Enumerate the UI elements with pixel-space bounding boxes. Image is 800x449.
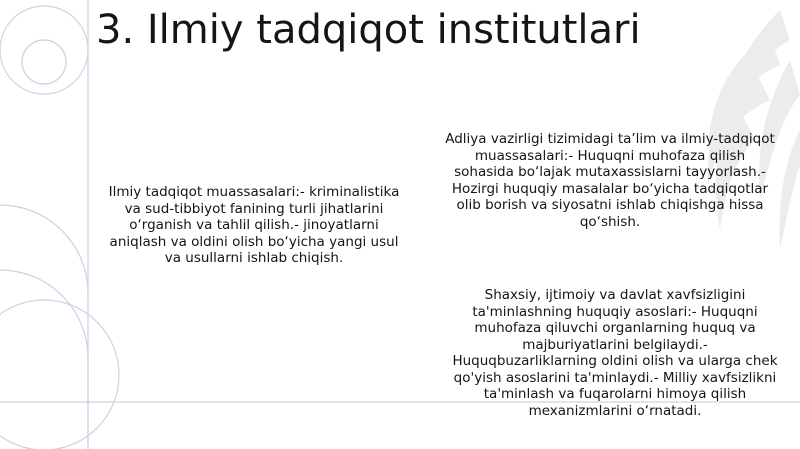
decorative-arc-upper (0, 205, 88, 293)
text-block-research-institutions: Ilmiy tadqiqot muassasalari:- kriminalistika va sud-tibbiyot fanining turli jihatlarini o‘rganish va tahlil qilish.- jinoyatlarni aniqlash va oldini olish bo‘yicha yangi usul va usullarni ishlab chiqish. (108, 184, 400, 266)
decorative-arc-lower (0, 270, 88, 449)
text-block-justice-ministry-institutions: Adliya vazirligi tizimidagi ta’lim va ilmiy-tadqiqot muassasalari:- Huquqni muhofaza qilish sohasida bo‘lajak mutaxassislarni tayyorlash.- Hozirgi huquqiy masalalar bo‘yicha tadqiqotlar olib borish va siyosatni ishlab chiqishga hissa qo‘shish. (445, 131, 775, 230)
text-block-security-legal-foundations: Shaxsiy, ijtimoiy va davlat xavfsizligini ta'minlashning huquqiy asoslari:- Huquqni muhofaza qiluvchi organlarning huquq va majburiyatlarini belgilaydi.- Huquqbuzarliklarning oldini olish va ularga chek qo'yish asoslarini ta'minlaydi.- Milliy xavfsizlikni ta'minlash va fuqarolarni himoya qilish mexanizmlarini o‘rnatadi. (452, 287, 778, 419)
decorative-circle-inner (22, 40, 66, 84)
decorative-circle-outer (0, 6, 88, 94)
decorative-circle-large (0, 300, 119, 449)
slide-title: 3. Ilmiy tadqiqot institutlari (96, 7, 641, 53)
